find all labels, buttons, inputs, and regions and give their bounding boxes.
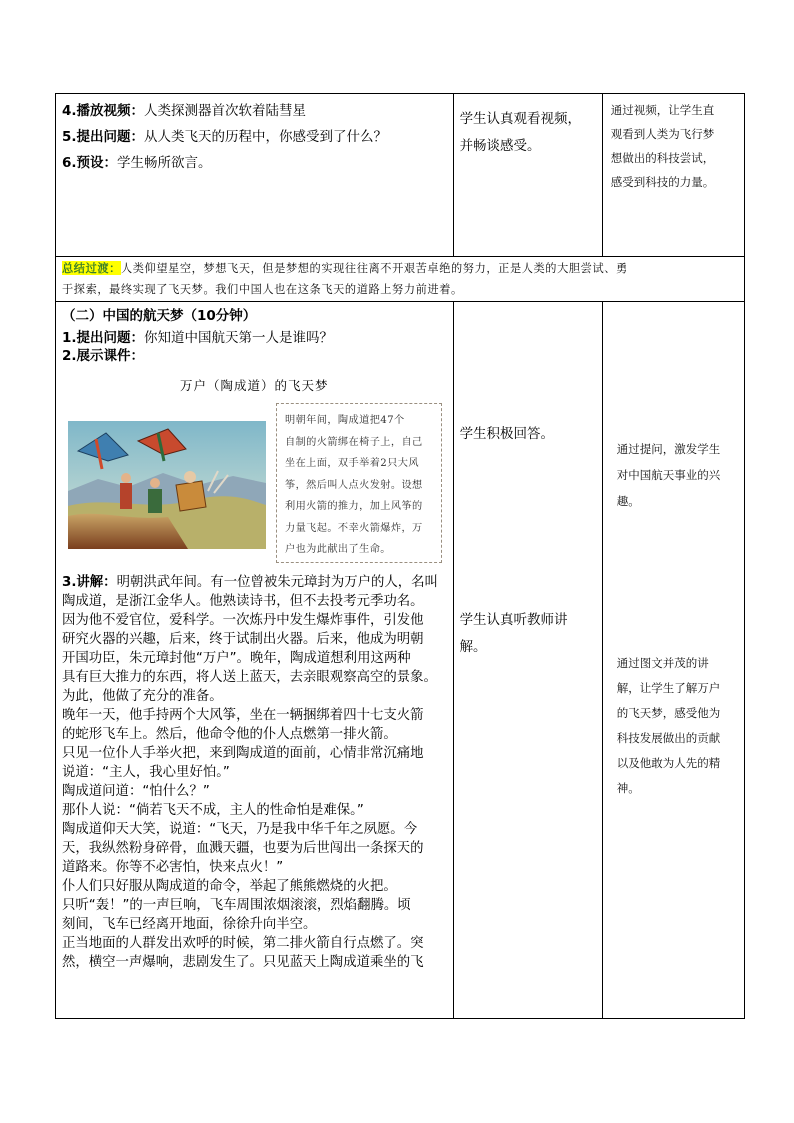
summary-label: 总结过渡： — [62, 261, 121, 275]
lecture-story: 3.讲解：明朝洪武年间。有一位曾被朱元璋封为万户的人，名叫 陶成道，是浙江金华人。他熟读诗书，但不去投考元季功名。 因为他不爱官位，爱科学。一次炼丹中发生爆炸事件，引发他 研究火器的兴趣，后来，终于试制出火器。后来，他成为明朝 开国功臣，朱元璋封他“万户”。晚年，陶成道想利用这两种 具有巨大推力的东西，将人送上蓝天，去亲眼观察高空的景象。 为此，他做了充分的准备。 晚年一天，他手持两个大风筝，坐在一辆捆绑着四十七支火箭 的蛇形飞车上。然后，他命令他的仆人点燃第一排火箭。 只见一位仆人手举火把，来到陶成道的面前，心情非常沉痛地 说道：“主人，我心里好怕。” 陶成道问道：“怕什么？” 那仆人说：“倘若飞天不成，主人的性命怕是难保。” 陶成道仰天大笑，说道：“飞天，乃是我中华千年之夙愿。今 天，我纵然粉身碎骨，血溅天疆，也要为后世闯出一条探天的 道路来。你等不必害怕，快来点火！” 仆人们只好服从陶成道的命令，举起了熊熊燃烧的火把。 只听“轰！”的一声巨响，飞车周围浓烟滚滚，烈焰翻腾。顷 刻间，飞车已经离开地面，徐徐升向半空。 正当地面的人群发出欢呼的时候，第二排火箭自行点燃了。突 然，横空一声爆响，悲剧发生了。只见蓝天上陶成道乘坐的飞 — [62, 575, 438, 970]
line-preset: 6.预设：学生畅所欲言。 — [62, 155, 212, 171]
line-question: 5.提出问题：从人类飞天的历程中，你感受到了什么？ — [62, 129, 388, 145]
student-activity-cell: 学生认真观看视频， 并畅谈感受。 — [453, 94, 602, 257]
table-row — [56, 302, 745, 1019]
summary-cell: 总结过渡：人类仰望星空，梦想飞天，但是梦想的实现往往离不开艰苦卓绝的努力，正是人类的大胆尝试、勇 于探索，最终实现了飞天梦。我们中国人也在这条飞天的道路上努力前进着。 — [56, 257, 745, 302]
table-row — [56, 94, 745, 257]
line-video: 4.播放视频：人类探测器首次软着陆彗星 — [62, 103, 307, 119]
lesson-plan-table — [55, 93, 745, 1019]
slide-text-box: 明朝年间，陶成道把47个 自制的火箭绑在椅子上，自己 坐在上面，双手举着2只大风 筝，然后叫人点火发射。设想 利用火箭的推力，加上风筝的 力量飞起。不幸火箭爆炸，万 户也为此献出了生命。 — [276, 403, 442, 563]
teacher-activity-cell: （二）中国的航天梦（10分钟） 1.提出问题：你知道中国航天第一人是谁吗？ 2.展示课件： 万户（陶成道）的飞天梦 明朝年间，陶成道把47个 自制的火箭绑在椅子上，自己 坐在上面，双手举着2只大风 筝，然后叫人点火发射。设想 利用火箭的推力，加上风筝的 力量飞起。不幸火箭爆炸，万 户也为此献出了生命。 3.讲解：明朝洪武年间。有一位曾被朱元璋封为万户的人，名叫 陶成道，是浙江金华人。他熟读诗书，但不去投考元季功名。 因为他不爱官位，爱科学。一次炼丹中发生爆炸事件，引发他 研究火器的兴趣，后来，终于试制出火器。后来，他成为明朝 开国功臣，朱元璋封他“万户”。晚年，陶成道想利用这两种 具有巨大推力的东西，将人送上蓝天，去亲眼观察高空的景象。 为此，他做了充分的准备。 晚年一天，他手持两个大风筝，坐在一辆捆绑着四十七支火箭 的蛇形飞车上。然后，他命令他的仆人点燃第一排火箭。 只见一位仆人手举火把，来到陶成道的面前，心情非常沉痛地 说道：“主人，我心里好怕。” 陶成道问道：“怕什么？” 那仆人说：“倘若飞天不成，主人的性命怕是难保。” 陶成道仰天大笑，说道：“飞天，乃是我中华千年之夙愿。今 天，我纵然粉身碎骨，血溅天疆，也要为后世闯出一条探天的 道路来。你等不必害怕，快来点火！” 仆人们只好服从陶成道的命令，举起了熊熊燃烧的火把。 只听“轰！”的一声巨响，飞车周围浓烟滚滚，烈焰翻腾。顷 刻间，飞车已经离开地面，徐徐升向半空。 正当地面的人群发出欢呼的时候，第二排火箭自行点燃了。突 然，横空一声爆响，悲剧发生了。只见蓝天上陶成道乘坐的飞 — [56, 302, 454, 1019]
summary-row — [56, 257, 745, 302]
courseware-slide — [62, 405, 447, 565]
kite-flight-painting — [68, 421, 266, 549]
design-intent-cell: 通过视频，让学生直 观看到人类为飞行梦 想做出的科技尝试， 感受到科技的力量。 — [602, 94, 744, 257]
teacher-activity-cell — [56, 94, 454, 257]
student-activity-cell: 学生积极回答。 学生认真听教师讲 解。 — [453, 302, 602, 1019]
section-heading: （二）中国的航天梦（10分钟） — [62, 308, 257, 324]
design-intent-cell: 通过提问，激发学生 对中国航天事业的兴 趣。 通过图文并茂的讲 解，让学生了解万户 的飞天梦，感受他为 科技发展做出的贡献 以及他敢为人先的精 神。 — [602, 302, 744, 1019]
slide-title: 万户（陶成道）的飞天梦 — [180, 378, 329, 393]
